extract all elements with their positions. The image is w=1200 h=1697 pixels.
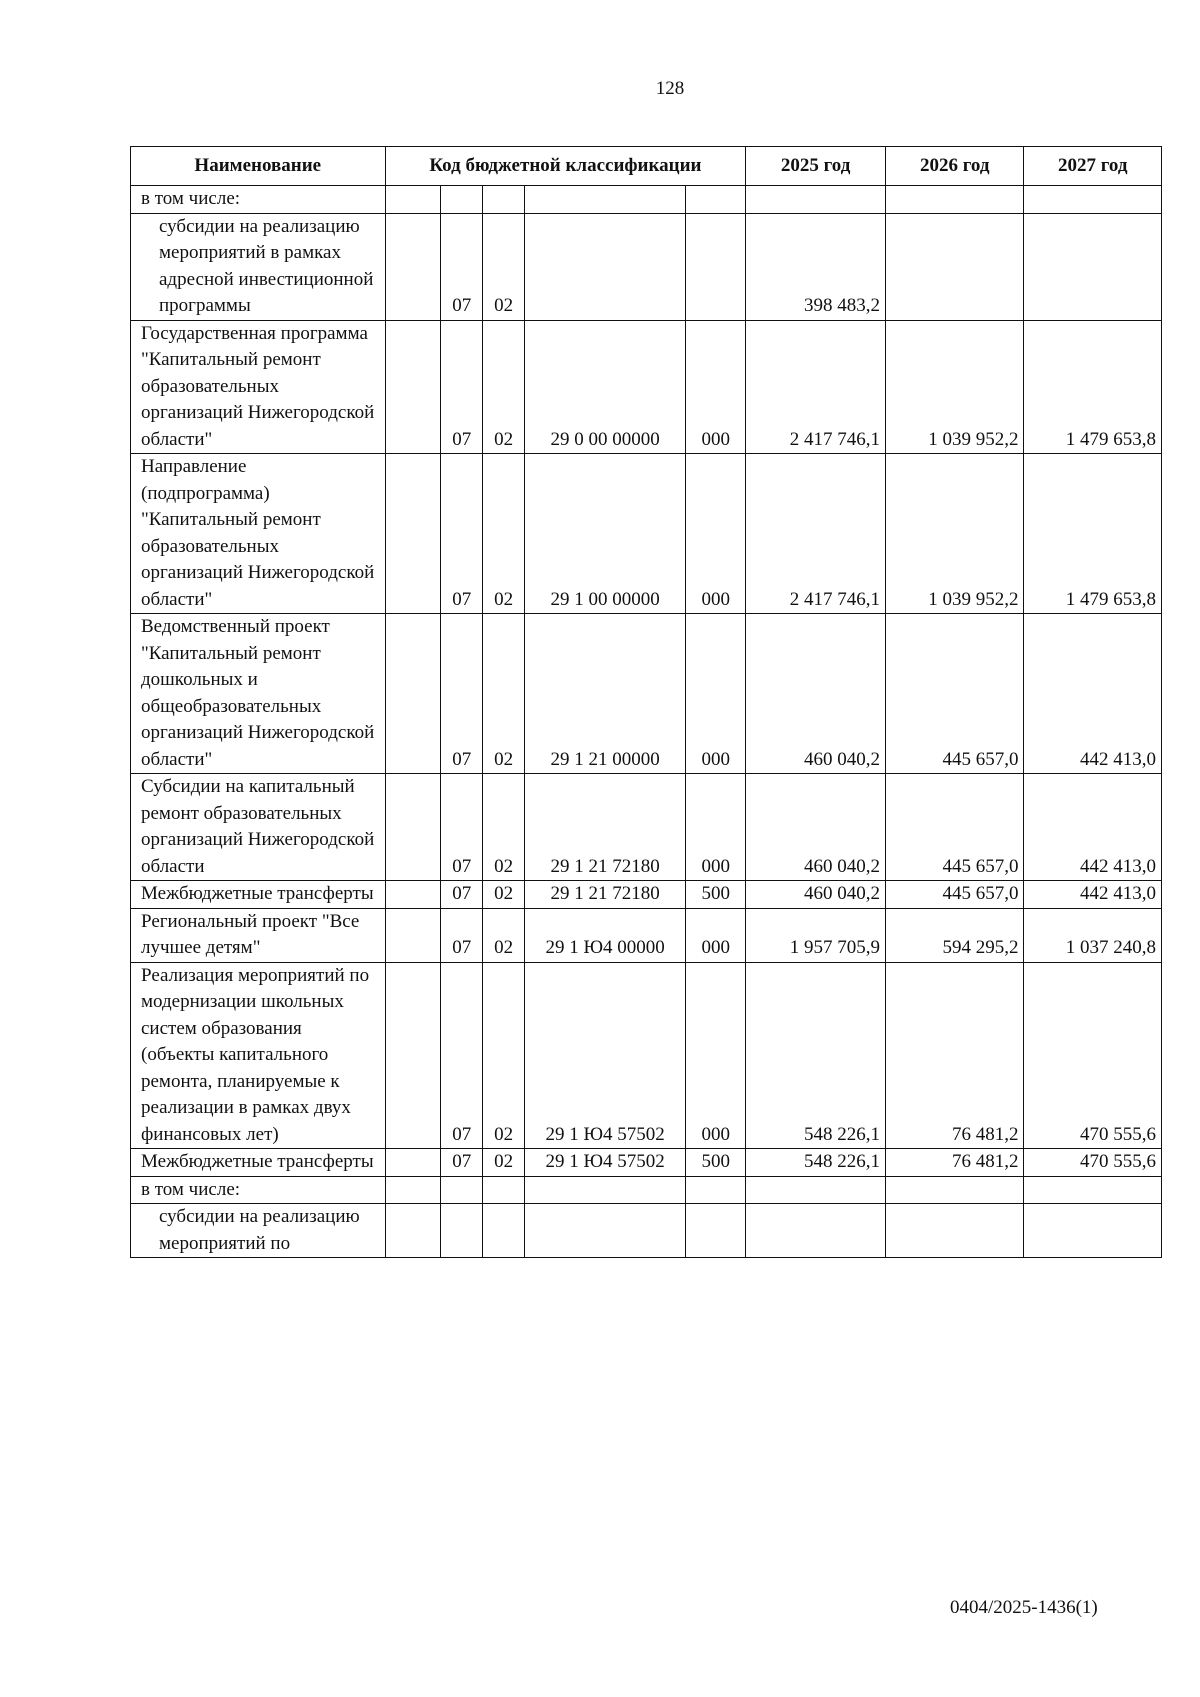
code-subsection: 02	[483, 774, 525, 881]
code-subsection: 02	[483, 614, 525, 774]
value-2025: 2 417 746,1	[746, 454, 886, 614]
code-part-1	[385, 320, 441, 454]
value-2025: 398 483,2	[746, 213, 886, 320]
code-subsection	[483, 186, 525, 214]
table-row	[131, 454, 1162, 614]
table-row	[131, 1204, 1162, 1258]
table-row	[131, 774, 1162, 881]
value-2026: 76 481,2	[885, 1149, 1024, 1177]
code-expense-type	[686, 1204, 746, 1258]
code-section: 07	[441, 774, 483, 881]
value-2027: 442 413,0	[1024, 774, 1162, 881]
value-2025: 460 040,2	[746, 614, 886, 774]
value-2026: 445 657,0	[885, 881, 1024, 909]
value-2025: 460 040,2	[746, 774, 886, 881]
value-2025: 1 957 705,9	[746, 908, 886, 962]
code-subsection	[483, 1176, 525, 1204]
code-target-article: 29 1 00 00000	[525, 454, 686, 614]
code-section	[441, 186, 483, 214]
table-row	[131, 962, 1162, 1149]
code-section: 07	[441, 213, 483, 320]
code-section: 07	[441, 881, 483, 909]
table-row	[131, 186, 1162, 214]
code-target-article: 29 0 00 00000	[525, 320, 686, 454]
code-part-1	[385, 186, 441, 214]
code-section: 07	[441, 320, 483, 454]
page-number: 128	[655, 78, 685, 99]
value-2025: 460 040,2	[746, 881, 886, 909]
value-2026: 594 295,2	[885, 908, 1024, 962]
code-expense-type: 000	[686, 962, 746, 1149]
value-2025	[746, 1176, 886, 1204]
table-row	[131, 320, 1162, 454]
code-expense-type: 000	[686, 614, 746, 774]
row-name: Реализация мероприятий по модернизации школьных систем образования (объекты капитального ремонта, планируемые к реализации в рамках двух финансовых лет)	[131, 962, 386, 1149]
code-part-1	[385, 1204, 441, 1258]
value-2027	[1024, 1176, 1162, 1204]
row-name: в том числе:	[131, 1176, 386, 1204]
code-expense-type	[686, 1176, 746, 1204]
row-name: в том числе:	[131, 186, 386, 214]
value-2026: 445 657,0	[885, 614, 1024, 774]
code-section	[441, 1204, 483, 1258]
value-2025	[746, 1204, 886, 1258]
code-part-1	[385, 614, 441, 774]
value-2025: 2 417 746,1	[746, 320, 886, 454]
value-2025	[746, 186, 886, 214]
code-target-article	[525, 1176, 686, 1204]
code-expense-type: 000	[686, 908, 746, 962]
code-expense-type: 500	[686, 881, 746, 909]
code-target-article: 29 1 Ю4 57502	[525, 1149, 686, 1177]
value-2026: 445 657,0	[885, 774, 1024, 881]
code-target-article: 29 1 21 00000	[525, 614, 686, 774]
table-row	[131, 881, 1162, 909]
header-2025: 2025 год	[746, 147, 886, 186]
code-target-article: 29 1 21 72180	[525, 881, 686, 909]
table-row	[131, 908, 1162, 962]
code-target-article	[525, 1204, 686, 1258]
budget-table	[130, 146, 1162, 1258]
value-2026	[885, 186, 1024, 214]
row-name: Межбюджетные трансферты	[131, 881, 386, 909]
code-subsection: 02	[483, 962, 525, 1149]
code-section	[441, 1176, 483, 1204]
code-section: 07	[441, 962, 483, 1149]
code-section: 07	[441, 614, 483, 774]
code-target-article: 29 1 21 72180	[525, 774, 686, 881]
value-2026	[885, 1176, 1024, 1204]
table-row	[131, 614, 1162, 774]
value-2026	[885, 213, 1024, 320]
value-2027: 470 555,6	[1024, 962, 1162, 1149]
row-name: субсидии на реализацию мероприятий по	[131, 1204, 386, 1258]
code-subsection: 02	[483, 454, 525, 614]
code-expense-type: 000	[686, 454, 746, 614]
value-2027	[1024, 213, 1162, 320]
code-part-1	[385, 1149, 441, 1177]
code-section: 07	[441, 1149, 483, 1177]
header-2027: 2027 год	[1024, 147, 1162, 186]
code-subsection: 02	[483, 213, 525, 320]
code-target-article: 29 1 Ю4 57502	[525, 962, 686, 1149]
code-expense-type	[686, 186, 746, 214]
value-2026	[885, 1204, 1024, 1258]
table-row	[131, 213, 1162, 320]
header-2026: 2026 год	[885, 147, 1024, 186]
code-part-1	[385, 454, 441, 614]
header-name: Наименование	[131, 147, 386, 186]
table-row	[131, 1149, 1162, 1177]
row-name: Государственная программа "Капитальный ремонт образовательных организаций Нижегородской области"	[131, 320, 386, 454]
header-code: Код бюджетной классификации	[385, 147, 746, 186]
code-expense-type	[686, 213, 746, 320]
table-body	[131, 186, 1162, 1258]
code-part-1	[385, 774, 441, 881]
code-subsection: 02	[483, 908, 525, 962]
value-2026: 1 039 952,2	[885, 320, 1024, 454]
row-name: Субсидии на капитальный ремонт образовательных организаций Нижегородской области	[131, 774, 386, 881]
code-part-1	[385, 881, 441, 909]
code-target-article	[525, 186, 686, 214]
row-name: Региональный проект "Все лучшее детям"	[131, 908, 386, 962]
value-2027	[1024, 1204, 1162, 1258]
code-target-article: 29 1 Ю4 00000	[525, 908, 686, 962]
code-expense-type: 000	[686, 774, 746, 881]
code-part-1	[385, 962, 441, 1149]
value-2027: 470 555,6	[1024, 1149, 1162, 1177]
value-2027: 442 413,0	[1024, 881, 1162, 909]
value-2027: 442 413,0	[1024, 614, 1162, 774]
value-2027: 1 479 653,8	[1024, 320, 1162, 454]
table-row	[131, 1176, 1162, 1204]
code-part-1	[385, 213, 441, 320]
value-2027	[1024, 186, 1162, 214]
value-2026: 1 039 952,2	[885, 454, 1024, 614]
code-expense-type: 000	[686, 320, 746, 454]
value-2025: 548 226,1	[746, 962, 886, 1149]
code-subsection: 02	[483, 1149, 525, 1177]
code-section: 07	[441, 454, 483, 614]
code-subsection: 02	[483, 881, 525, 909]
row-name: Ведомственный проект "Капитальный ремонт дошкольных и общеобразовательных организаций Нижегородской области"	[131, 614, 386, 774]
table-header-row	[131, 147, 1162, 186]
row-name: Межбюджетные трансферты	[131, 1149, 386, 1177]
code-section: 07	[441, 908, 483, 962]
value-2026: 76 481,2	[885, 962, 1024, 1149]
document-code: 0404/2025-1436(1)	[950, 1597, 1098, 1618]
code-subsection: 02	[483, 320, 525, 454]
row-name: Направление (подпрограмма) "Капитальный ремонт образовательных организаций Нижегородской области"	[131, 454, 386, 614]
code-target-article	[525, 213, 686, 320]
code-part-1	[385, 1176, 441, 1204]
code-part-1	[385, 908, 441, 962]
row-name: субсидии на реализацию мероприятий в рамках адресной инвестиционной программы	[131, 213, 386, 320]
code-expense-type: 500	[686, 1149, 746, 1177]
code-subsection	[483, 1204, 525, 1258]
value-2027: 1 479 653,8	[1024, 454, 1162, 614]
value-2027: 1 037 240,8	[1024, 908, 1162, 962]
value-2025: 548 226,1	[746, 1149, 886, 1177]
